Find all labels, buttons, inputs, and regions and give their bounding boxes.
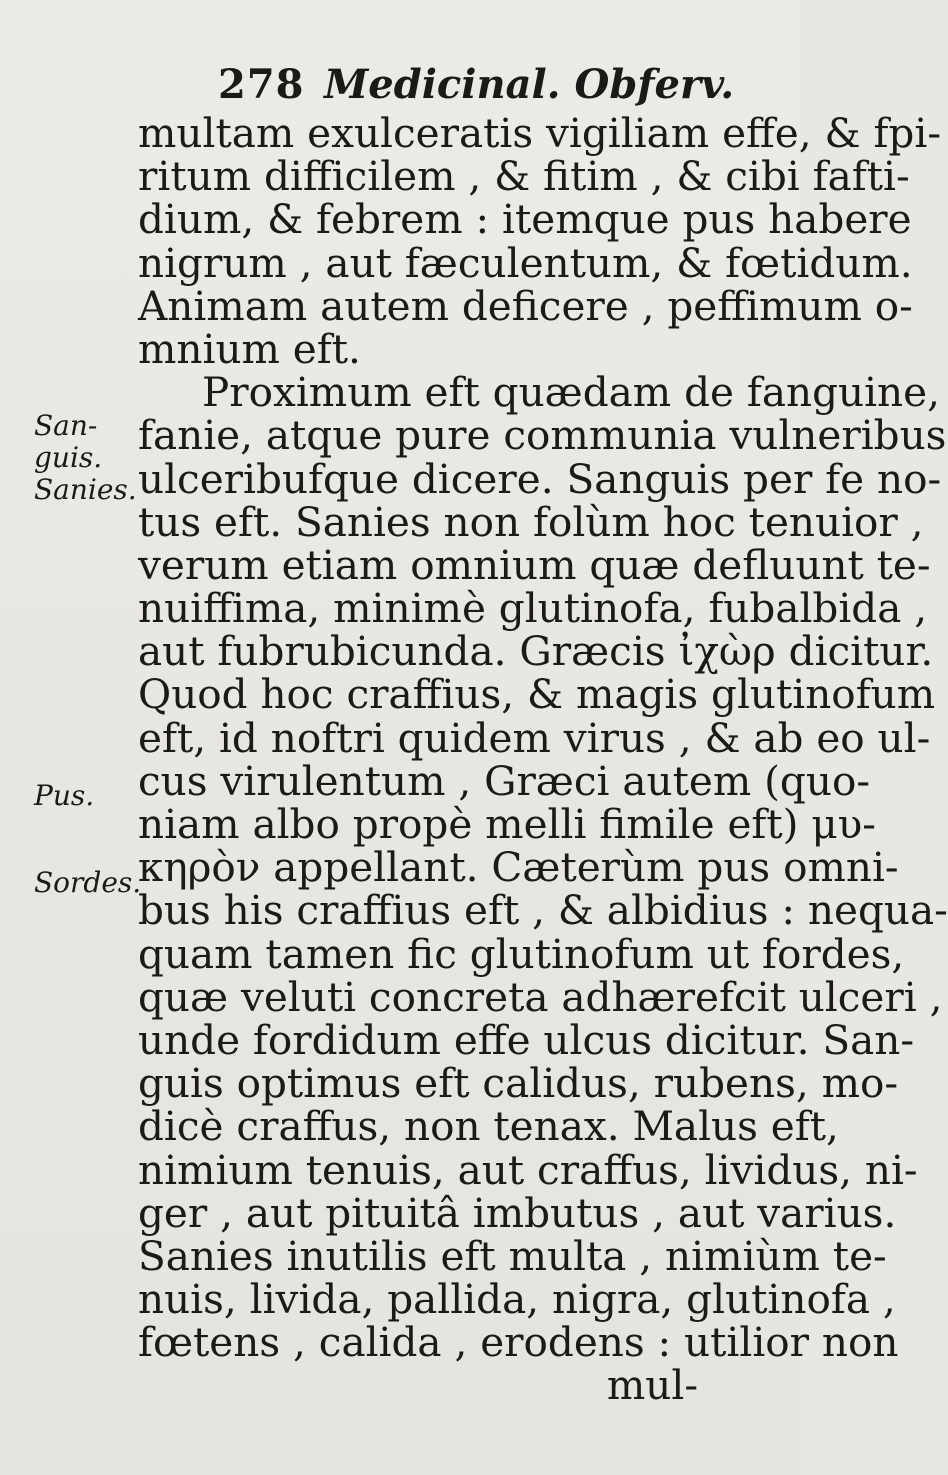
text-line: nuiffima, minimè glutinofa, fubalbida , [138,584,928,633]
running-head: Medicinal. Obferv. [324,61,735,108]
text-line: mnium eft. [138,324,361,373]
margin-note-sanguis-2: guis. [34,441,103,474]
text-line: quæ veluti concreta adhærefcit ulceri , [138,972,943,1021]
text-line: niam albo propè melli fimile eft) μυ- [138,800,876,848]
text-line: Proximum eft quædam de fanguine, [202,368,940,417]
text-line: nimium tenuis, aut craffus, lividus, ni- [138,1145,918,1194]
text-line: ritum difficilem , & fitim , & cibi fafti- [138,152,910,201]
margin-note-sanies: Sanies. [34,473,137,506]
text-line: multam exulceratis vigiliam effe, & fpi- [138,109,941,157]
text-line: tus eft. Sanies non folùm hoc tenuior , [138,497,924,546]
text-line: dium, & febrem : itemque pus habere [138,195,912,244]
body-text [138,109,948,1410]
margin-note-pus: Pus. [34,779,95,812]
text-line: nuis, livida, pallida, nigra, glutinofa , [138,1275,896,1324]
text-line: ger , aut pituitâ imbutus , aut varius. [138,1188,897,1237]
text-line: nigrum , aut fæculentum, & fœtidum. [138,238,913,287]
text-line: Animam autem deficere , peffimum o- [138,281,913,330]
text-line: aut fubrubicunda. Græcis ἰχὼρ dicitur. [138,627,934,676]
text-line: dicè craffus, non tenax. Malus eft, [138,1102,839,1151]
text-line: ulceribufque dicere. Sanguis per fe no- [138,454,942,503]
page-number: 278 [218,61,305,108]
text-line: Sanies inutilis eft multa , nimiùm te- [138,1231,887,1280]
text-line: Quod hoc craffius, & magis glutinofum [138,670,936,719]
text-line: fanie, atque pure communia vulneribus [138,411,947,460]
page-header [218,60,735,110]
text-line: κηρὸν appellant. Cæterùm pus omni- [138,843,899,892]
margin-note-sanguis-1: San- [34,409,98,442]
text-line: verum etiam omnium quæ defluunt te- [138,540,931,589]
catchword: mul- [606,1361,698,1410]
text-line: cus virulentum , Græci autem (quo- [138,756,871,805]
text-line: guis optimus eft calidus, rubens, mo- [138,1059,899,1108]
margin-note-sordes: Sordes. [34,866,142,899]
margin-notes [0,0,142,1475]
text-line: eft, id noftri quidem virus , & ab eo ul- [138,713,931,762]
text-line: quam tamen fic glutinofum ut fordes, [138,929,905,978]
text-line: unde fordidum effe ulcus dicitur. San- [138,1015,915,1064]
text-line: fœtens , calida , erodens : utilior non [138,1318,899,1367]
text-line: bus his craffius eft , & albidius : nequa- [138,886,948,935]
